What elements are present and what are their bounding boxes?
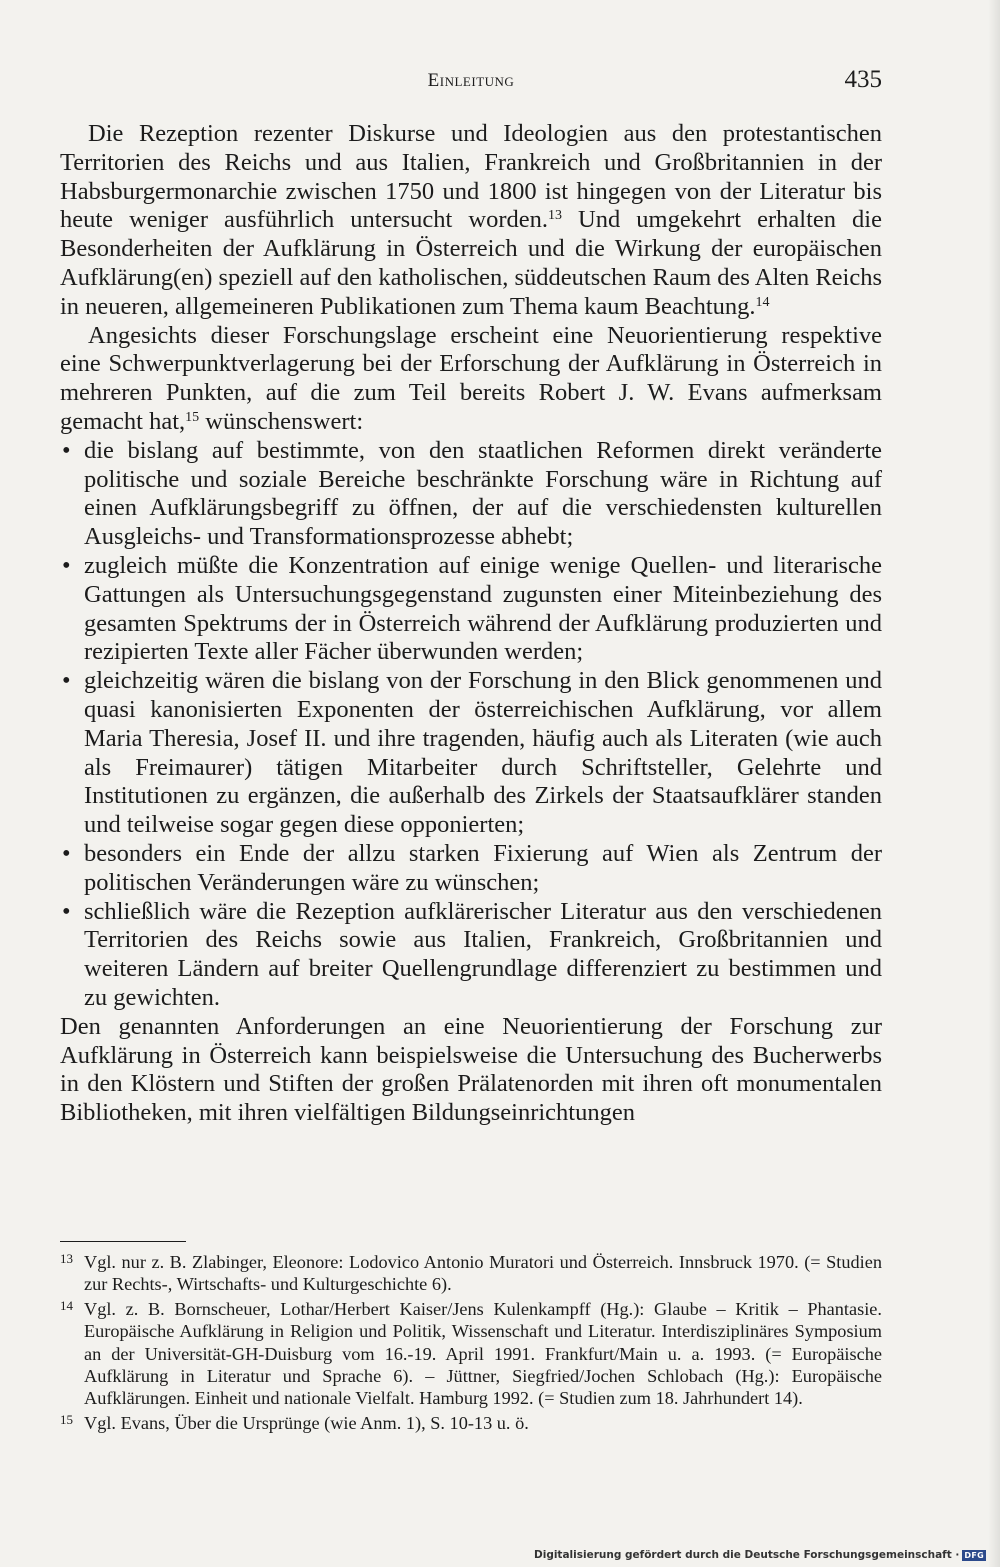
digitization-credit [534,1549,986,1561]
paragraph-2-text-a: Angesichts dieser Forschungslage erscheint eine Neuorientierung respektive eine Schwerpunktverlagerung bei der Erforschung der Aufklärung in Österreich in mehreren Punkten, auf die zum Teil bereits Robert J. W. Evans aufmerksam gemacht hat, [60,321,882,435]
list-item [60,898,882,1013]
running-head [60,66,882,96]
footnote-15 [60,1412,882,1434]
footnote-number: 14 [60,1297,73,1313]
footnote-13 [60,1251,882,1296]
bullet-list [60,437,882,1013]
paragraph-2-text-b: wünschenswert: [199,407,364,435]
footnote-divider [60,1241,186,1242]
list-item [60,667,882,840]
list-item-text: schließlich wäre die Rezeption aufklärerischer Literatur aus den verschiedenen Territorien des Reichs sowie aus Italien, Frankreich, Großbritannien und weiteren Ländern auf breiter Quellengrundlage differenziert zu bestimmen und zu gewichten. [84,897,882,1011]
footnote-ref-13: 13 [548,208,563,224]
paragraph-1-text-a: Die Rezeption rezenter Diskurse und Ideologien aus den protestantischen Territorien des Reichs und aus Italien, Frankreich und Großbritannien in der Habsburgermonarchie zwischen 1750 und 1800 ist hingegen von der Literatur bis heute weniger ausführlich untersucht worden. [60,120,882,234]
list-item-text: besonders ein Ende der allzu starken Fixierung auf Wien als Zentrum der politischen Veränderungen wäre zu wünschen; [84,839,882,896]
footnote-number: 13 [60,1251,73,1266]
paragraph-1 [60,120,882,322]
footnote-text: Vgl. z. B. Bornscheuer, Lothar/Herbert Kaiser/Jens Kulenkampff (Hg.): Glaube – Kritik – Phantasie. Europäische Aufklärung in Religion und Politik, Wissenschaft und Literatur. Interdisziplinäres Symposium an der Universität-GH-Duisburg vom 16.-19. April 1991. Frankfurt/Main u. a. 1993. (= Europäische Aufklärung in Literatur und Sprache 6). – Jüttner, Siegfried/Jochen Schlobach (Hg.): Europäische Aufklärungen. Einheit und nationale Vielfalt. Hamburg 1992. (= Studien zum 18. Jahrhundert 14). [84,1298,882,1409]
footnotes [60,1251,882,1436]
list-item [60,437,882,552]
bullet-mark: • [62,897,71,925]
footnote-ref-14: 14 [755,294,770,310]
footnote-number: 15 [60,1411,73,1427]
footnote-ref-15: 15 [185,409,200,425]
list-item-text: die bislang auf bestimmte, von den staatlichen Reformen direkt veränderte politische und soziale Bereiche beschränkte Forschung wäre in Richtung auf einen Aufklärungsbegriff zu öffnen, der auf die verschiedensten kulturellen Ausgleichs- und Transformationsprozesse abhebt; [84,436,882,551]
page-edge-shadow [988,0,1000,1567]
list-item [60,552,882,667]
list-item-text: zugleich müßte die Konzentration auf einige wenige Quellen- und literarische Gattungen als Untersuchungsgegenstand zugunsten einer Miteinbeziehung des gesamten Spektrums der in Österreich während der Aufklärung produzierten und rezipierten Texte aller Fächer überwunden werden; [84,551,882,666]
paragraph-1-text-b: Und umgekehrt erhalten die Besonderheiten der Aufklärung in Österreich und die Wirkung der europäischen Aufklärung(en) speziell auf den katholischen, süddeutschen Raum des Alten Reichs in neueren, allgemeineren Publikationen zum Thema kaum Beachtung. [60,206,882,320]
list-item-text: gleichzeitig wären die bislang von der Forschung in den Blick genommenen und quasi kanonisierten Exponenten der österreichischen Aufklärung, vor allem Maria Theresia, Josef II. und ihre tragenden, häufig auch als Literaten (wie auch als Freimaurer) tätigen Mitarbeiter durch Schriftsteller, Gelehrte und Institutionen zu ergänzen, die außerhalb des Zirkels der Staatsaufklärer standen und teilweise sogar gegen diese opponierten; [84,667,882,839]
bullet-mark: • [62,839,71,867]
list-item [60,840,882,898]
footnote-14 [60,1298,882,1410]
bullet-mark: • [62,551,71,579]
footnote-text: Vgl. nur z. B. Zlabinger, Eleonore: Lodovico Antonio Muratori und Österreich. Innsbruck 1970. (= Studien zur Rechts-, Wirtschafts- und Kulturgeschichte 6). [84,1252,882,1295]
footnote-text: Vgl. Evans, Über die Ursprünge (wie Anm. 1), S. 10-13 u. ö. [84,1412,529,1433]
bullet-mark: • [62,667,71,695]
dfg-logo-icon: DFG [964,1550,984,1560]
bullet-mark: • [62,436,71,464]
running-title: Einleitung [427,70,515,91]
paragraph-3: Den genannten Anforderungen an eine Neuorientierung der Forschung zur Aufklärung in Österreich kann beispielsweise die Untersuchung des Bucherwerbs in den Klöstern und Stiften der großen Prälatenorden mit ihren oft monumentalen Bibliotheken, mit ihren vielfältigen Bildungseinrichtungen [60,1012,882,1127]
page-number: 435 [844,66,882,93]
body-text [60,120,882,1128]
paragraph-2 [60,322,882,437]
credit-text: Digitalisierung gefördert durch die Deutsche Forschungsgemeinschaft · [534,1549,960,1561]
